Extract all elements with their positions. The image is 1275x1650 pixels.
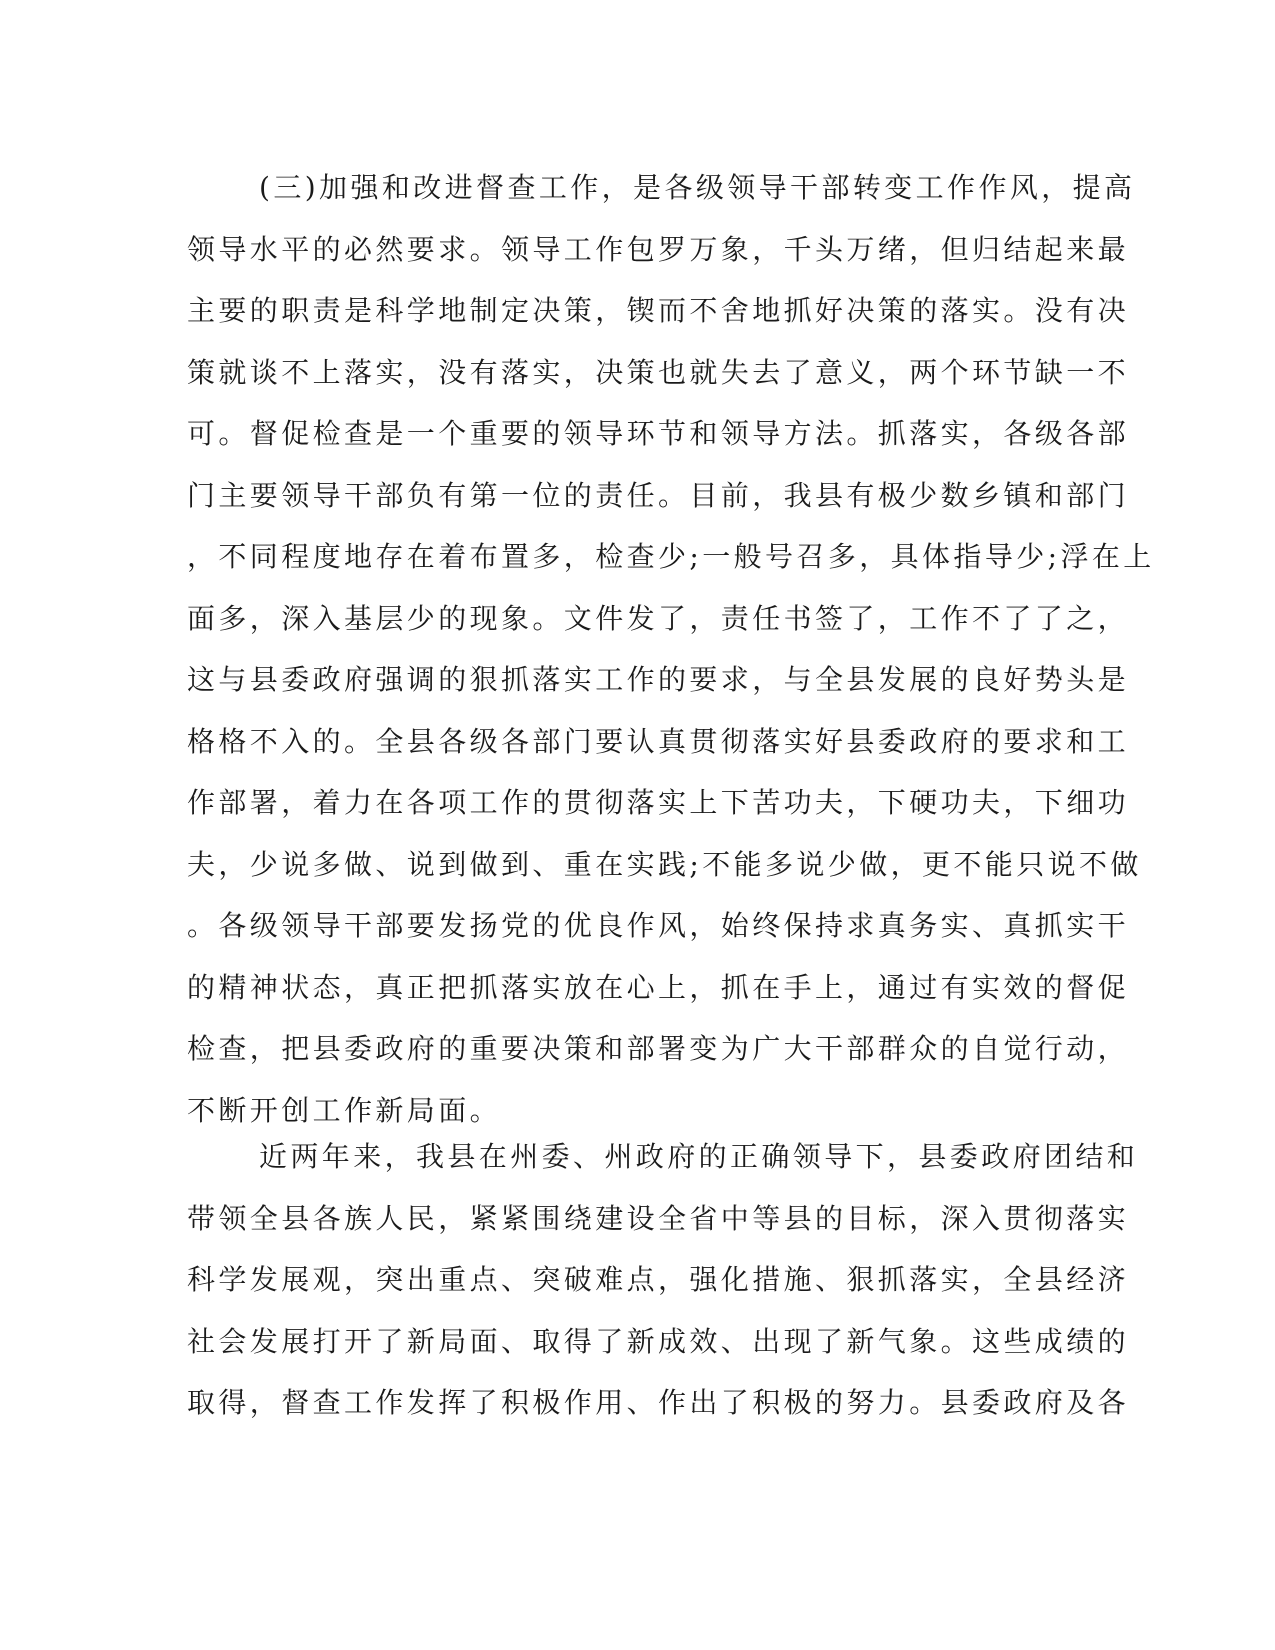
text-line: 门主要领导干部负有第一位的责任。目前，我县有极少数乡镇和部门 bbox=[187, 478, 1130, 512]
text-line: ，不同程度地存在着布置多，检查少;一般号召多，具体指导少;浮在上 bbox=[187, 540, 1155, 573]
text-line: (三)加强和改进督查工作，是各级领导干部转变工作作风，提高 bbox=[259, 171, 1136, 204]
text-line: 近两年来，我县在州委、州政府的正确领导下，县委政府团结和 bbox=[259, 1140, 1139, 1173]
text-line: 不断开创工作新局面。 bbox=[187, 1093, 502, 1127]
text-line: 作部署，着力在各项工作的贯彻落实上下苦功夫，下硬功夫，下细功 bbox=[187, 786, 1130, 819]
text-line: 取得，督查工作发挥了积极作用、作出了积极的努力。县委政府及各 bbox=[187, 1386, 1130, 1419]
text-line: 夫，少说多做、说到做到、重在实践;不能多说少做，更不能只说不做 bbox=[187, 847, 1142, 881]
text-line: 的精神状态，真正把抓落实放在心上，抓在手上，通过有实效的督促 bbox=[187, 970, 1130, 1004]
text-line: 科学发展观，突出重点、突破难点，强化措施、狠抓落实，全县经济 bbox=[187, 1263, 1130, 1296]
text-line: 带领全县各族人民，紧紧围绕建设全省中等县的目标，深入贯彻落实 bbox=[187, 1201, 1130, 1235]
text-line: 。各级领导干部要发扬党的优良作风，始终保持求真务实、真抓实干 bbox=[187, 909, 1130, 942]
text-line: 主要的职责是科学地制定决策，锲而不舍地抓好决策的落实。没有决 bbox=[187, 294, 1130, 327]
paragraph-1 bbox=[187, 157, 1155, 1141]
paragraph-2 bbox=[187, 1126, 1139, 1434]
text-line: 领导水平的必然要求。领导工作包罗万象，千头万绪，但归结起来最 bbox=[187, 232, 1130, 266]
text-line: 策就谈不上落实，没有落实，决策也就失去了意义，两个环节缺一不 bbox=[187, 355, 1130, 389]
text-line: 格格不入的。全县各级各部门要认真贯彻落实好县委政府的要求和工 bbox=[187, 724, 1130, 758]
text-line: 检查，把县委政府的重要决策和部署变为广大干部群众的自觉行动， bbox=[187, 1032, 1130, 1065]
text-line: 可。督促检查是一个重要的领导环节和领导方法。抓落实，各级各部 bbox=[187, 417, 1130, 450]
text-line: 这与县委政府强调的狠抓落实工作的要求，与全县发展的良好势头是 bbox=[187, 663, 1130, 696]
text-line: 社会发展打开了新局面、取得了新成效、出现了新气象。这些成绩的 bbox=[187, 1324, 1130, 1358]
text-line: 面多，深入基层少的现象。文件发了，责任书签了，工作不了了之， bbox=[187, 601, 1130, 635]
